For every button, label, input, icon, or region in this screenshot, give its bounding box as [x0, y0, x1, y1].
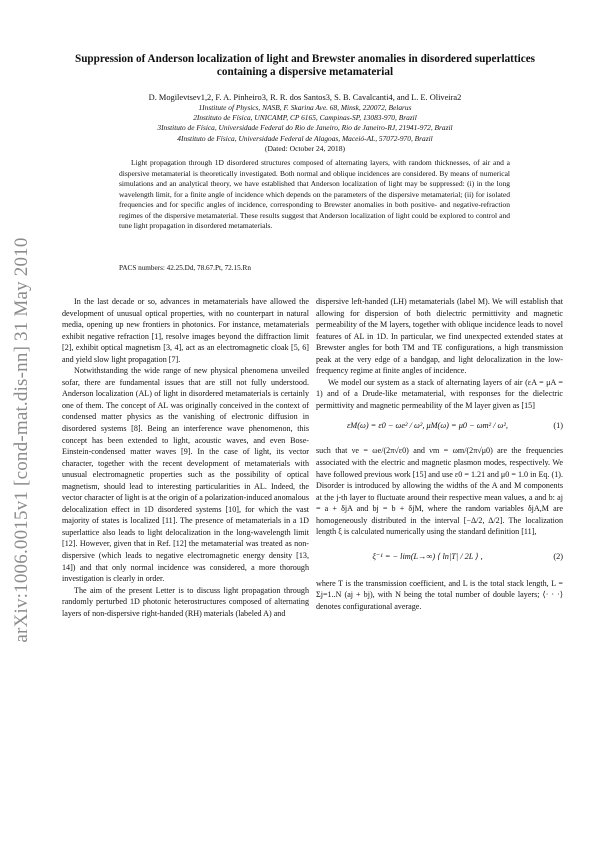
- affiliation-3: 3Instituto de Física, Universidade Federal do Rio de Janeiro, Rio de Janeiro-RJ, 21941-972, Brazil: [157, 123, 453, 133]
- paragraph-model: We model our system as a stack of alternating layers of air (εA = μA = 1) and of a Drude-like metamaterial, with responses for the dielectric permittivity and magnetic permeability of the M layer given as [15]: [316, 377, 563, 410]
- author-list: D. Mogilevtsev1,2, F. A. Pinheiro3, R. R. dos Santos3, S. B. Cavalcanti4, and L. E. Oliveira2: [148, 93, 462, 102]
- paragraph-intro: In the last decade or so, advances in metamaterials have allowed the development of unusual optical properties, with no counterpart in natural media, opening up new frontiers in photonics. For instance, metamaterials exhibit negative refraction [1], resolve images beyond the diffraction limit [2], exhibit optical magnetism [3, 4], act as an electromagnetic cloak [5, 6] and yield slow light propagation [7].: [62, 297, 309, 364]
- equation-2-body: ξ⁻¹ = − lim(L→∞) ⟨ ln|T| / 2L ⟩ ,: [372, 551, 483, 561]
- paper-title: Suppression of Anderson localization of light and Brewster anomalies in disordered superlattices containing a dispersive metamaterial: [74, 53, 536, 78]
- right-column: [316, 296, 563, 612]
- equation-1-number: (1): [553, 421, 563, 431]
- equation-1-body: εM(ω) = ε0 − ωe² / ω², μM(ω) = μ0 − ωm² / ω²,: [347, 421, 508, 431]
- left-column: [62, 296, 309, 619]
- affiliation-4: 4Instituto de Física, Universidade Federal de Alagoas, Maceió-AL, 57072-970, Brazil: [177, 133, 433, 143]
- abstract: Light propagation through 1D disordered structures composed of alternating layers, with random thicknesses, of air and a dispersive metamaterial is theoretically investigated. Both normal and oblique incidences are considered. By means of numerical simulations and an analytical theory, we have established that Anderson localization of light may be suppressed: (i) in the long wavelength limit, for a finite angle of incidence which depends on the parameters of the dispersive metamaterial; (ii) for isolated frequencies and for specific angles of incidence, corresponding to Brewster anomalies in both positive- and negative-refraction regimes of the dispersive metamaterial. These results suggest that Anderson localization of light could be explored to control and tune light propagation in disordered metamaterials.: [119, 158, 510, 230]
- pacs-numbers: PACS numbers: 42.25.Dd, 78.67.Pt, 72.15.Rn: [119, 264, 251, 272]
- equation-2: [316, 538, 563, 578]
- paragraph-notwithstanding: Notwithstanding the wide range of new physical phenomena unveiled sofar, there are fundamental issues that are still not fully understood. Anderson localization (AL) of light in disordered metamaterials is certainly one of them. The concept of AL was originally conceived in the context of condensed matter physics as the vanishing of electronic diffusion in disordered systems [8]. Being an interference wave phenomenon, this concept has been extended to light, acoustic waves, and even Bose-Einstein-condensed matter waves [9]. In the case of light, its vector character, together with the recent development of metamaterials with unusual electromagnetic properties such as the possibility of optical magnetism, should lead to interesting particularities in AL. Indeed, the vector character of light is at the origin of a polarization-induced anomalous delocalization effect in 1D disordered systems [10], for which the vast majority of states is localized [11]. The presence of metamaterials in a 1D superlattice also leads to light delocalization in the long-wavelength limit [12]. However, given that in Ref. [12] the metamaterial was treated as non-dispersive (which leads to negative electromagnetic energy density [13, 14]) and that only normal incidence was considered, a more thorough investigation is clearly in order.: [62, 366, 309, 584]
- dated-line: (Dated: October 24, 2018): [264, 144, 346, 153]
- affiliation-1: 1Institute of Physics, NASB, F. Skarina Ave. 68, Minsk, 220072, Belarus: [198, 103, 412, 112]
- arxiv-identifier-text: arXiv:1006.0015v1 [cond-mat.dis-nn] 31 May 2010: [11, 237, 32, 643]
- equation-2-number: (2): [553, 551, 563, 561]
- paragraph-transmission: where T is the transmission coefficient, and L is the total stack length, L = Σj=1..N (aj + bj), with N being the total number of double layers; ⟨· · ·⟩ denotes configurational average.: [316, 578, 563, 611]
- paragraph-plasmon: such that νe = ωe/(2π√ε0) and νm = ωm/(2π√μ0) are the frequencies associated with the electric and magnetic plasmon modes, respectively. We have followed previous work [15] and use ε0 = 1.21 and μ0 = 1.0 in Eq. (1). Disorder is introduced by allowing the widths of the A and M components at the j-th layer to fluctuate around their respective mean values, a and b: aj = a + δjA and bj = b + δjM, where the random variables δjA,M are homogeneously distributed in the interval [−Δ/2, Δ/2]. The localization length ξ is calculated numerically using the standard definition [11],: [316, 446, 563, 537]
- affiliations: [60, 103, 550, 144]
- paragraph-aim: The aim of the present Letter is to discuss light propagation through randomly perturbed 1D photonic heterostructures composed of alternating layers of non-dispersive right-handed (RH) materials (labeled A) and: [62, 585, 309, 618]
- arxiv-identifier-stamp: [9, 210, 35, 670]
- paragraph-dispersive: dispersive left-handed (LH) metamaterials (label M). We will establish that allowing for dispersion of both dielectric permittivity and magnetic permeability of the M layers, together with oblique incidence leads to novel features of AL in 1D. In particular, we find unexpected extended states at Brewster angles for both TM and TE configurations, a high transmission peak at the very edge of a bandgap, and light delocalization in the low-frequency regime at finite angles of incidence.: [316, 297, 563, 376]
- equation-1: [316, 411, 563, 445]
- affiliation-2: 2Instituto de Física, UNICAMP, CP 6165, Campinas-SP, 13083-970, Brazil: [193, 113, 417, 123]
